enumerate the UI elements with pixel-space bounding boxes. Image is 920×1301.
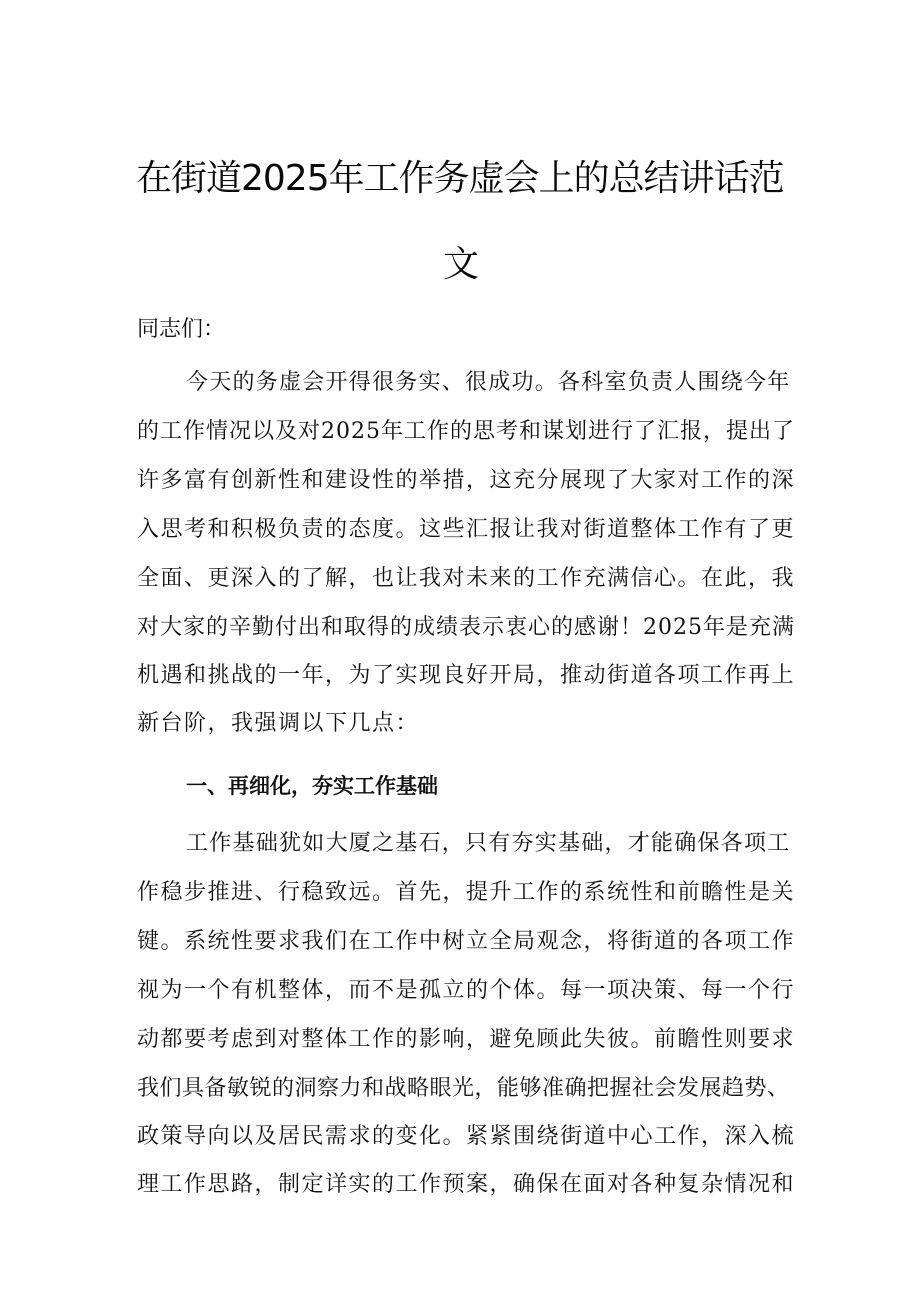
paragraph-1-line: 机遇和挑战的一年，为了实现良好开局，推动街道各项工作再上 — [137, 663, 796, 688]
paragraph-1-line: 对大家的辛勤付出和取得的成绩表示衷心的感谢！2025年是充满 — [137, 615, 795, 640]
paragraph-2-line: 理工作思路，制定详实的工作预案，确保在面对各种复杂情况和 — [137, 1172, 796, 1197]
paragraph-1-line: 的工作情况以及对2025年工作的思考和谋划进行了汇报，提出了 — [137, 419, 795, 444]
paragraph-1-line: 今天的务虚会开得很务实、很成功。各科室负责人围绕今年 — [186, 370, 791, 395]
paragraph-2-line: 我们具备敏锐的洞察力和战略眼光，能够准确把握社会发展趋势、 — [137, 1076, 790, 1101]
document-title-line-1: 在街道2025年工作务虚会上的总结讲话范 — [136, 158, 784, 199]
paragraph-1-line: 新台阶，我强调以下几点： — [137, 711, 420, 736]
document-title-line-2: 文 — [443, 244, 479, 285]
paragraph-2-line: 视为一个有机整体，而不是孤立的个体。每一项决策、每一个行 — [137, 978, 796, 1003]
paragraph-2-line: 键。系统性要求我们在工作中树立全局观念，将街道的各项工作 — [137, 929, 796, 954]
paragraph-1-line: 入思考和积极负责的态度。这些汇报让我对街道整体工作有了更 — [137, 517, 796, 542]
paragraph-2-line: 动都要考虑到对整体工作的影响，避免顾此失彼。前瞻性则要求 — [137, 1027, 796, 1052]
salutation: 同志们： — [137, 317, 226, 342]
paragraph-1-line: 全面、更深入的了解，也让我对未来的工作充满信心。在此，我 — [137, 566, 796, 591]
paragraph-1-line: 许多富有创新性和建设性的举措，这充分展现了大家对工作的深 — [137, 468, 796, 493]
section-heading: 一、再细化，夯实工作基础 — [186, 774, 438, 798]
paragraph-2-line: 政策导向以及居民需求的变化。紧紧围绕街道中心工作，深入梳 — [137, 1124, 796, 1149]
paragraph-2-line: 作稳步推进、行稳致远。首先，提升工作的系统性和前瞻性是关 — [137, 880, 796, 905]
paragraph-2-line: 工作基础犹如大厦之基石，只有夯实基础，才能确保各项工 — [186, 831, 791, 856]
